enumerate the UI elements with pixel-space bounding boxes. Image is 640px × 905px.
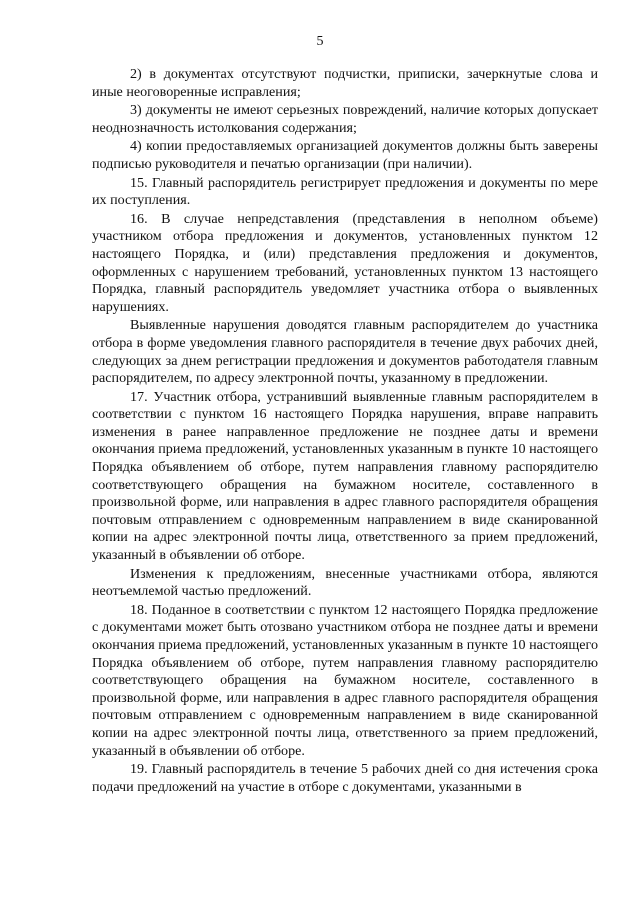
paragraph-clause-15: 15. Главный распорядитель регистрирует предложения и документы по мере их поступления.: [92, 174, 598, 209]
paragraph-violations-notice: Выявленные нарушения доводятся главным распорядителем до участника отбора в форме уведомления главного распорядителя в течение двух рабочих дней, следующих за днем регистрации предложения и документов работодателя главным распорядителем, по адресу электронной почты, указанному в предложении.: [92, 317, 598, 387]
paragraph-item-4: 4) копии предоставляемых организацией документов должны быть заверены подписью руководителя и печатью организации (при наличии).: [92, 138, 598, 172]
paragraph-item-2: 2) в документах отсутствуют подчистки, приписки, зачеркнутые слова и иные неоговоренные исправления;: [92, 66, 598, 100]
document-body: [92, 66, 598, 797]
paragraph-changes-part: Изменения к предложениям, внесенные участниками отбора, являются неотъемлемой частью предложений.: [92, 565, 598, 600]
paragraph-clause-16: 16. В случае непредставления (представления в неполном объеме) участником отбора предложения и документов, установленных пунктом 12 настоящего Порядка, и (или) представления предложения и документов, оформленных с нарушением требований, установленных пунктом 13 настоящего Порядка, главный распорядитель уведомляет участника отбора о выявленных нарушениях.: [92, 210, 598, 315]
page-number: 5: [316, 34, 324, 49]
paragraph-clause-17: 17. Участник отбора, устранивший выявленные главным распорядителем в соответствии с пунктом 16 настоящего Порядка нарушения, вправе направить изменения в ранее направленное предложение не позднее даты и времени окончания приема предложений, установленных указанным в пункте 10 настоящего Порядка объявлением об отборе, путем направления главному распорядителю соответствующего обращения на бумажном носителе, составленного в произвольной форме, или направления в адрес главного распорядителя обращения почтовым отправлением с одновременным направлением в виде сканированной копии на адрес электронной почты лица, ответственного за прием предложений, указанный в объявлении об отборе.: [92, 388, 598, 564]
paragraph-item-3: 3) документы не имеют серьезных повреждений, наличие которых допускает неоднозначность истолкования содержания;: [92, 102, 598, 136]
paragraph-clause-19: 19. Главный распорядитель в течение 5 рабочих дней со дня истечения срока подачи предложений на участие в отборе с документами, указанными в: [92, 761, 598, 795]
paragraph-clause-18: 18. Поданное в соответствии с пунктом 12 настоящего Порядка предложение с документами может быть отозвано участником отбора не позднее даты и времени окончания приема предложений, установленных указанным в пункте 10 настоящего Порядка объявлением об отборе, путем направления главному распорядителю соответствующего обращения на бумажном носителе, составленного в произвольной форме, или направления в адрес главного распорядителя обращения почтовым отправлением с одновременным направлением в виде сканированной копии на адрес электронной почты лица, ответственного за прием предложений, указанный в объявлении об отборе.: [92, 601, 598, 759]
